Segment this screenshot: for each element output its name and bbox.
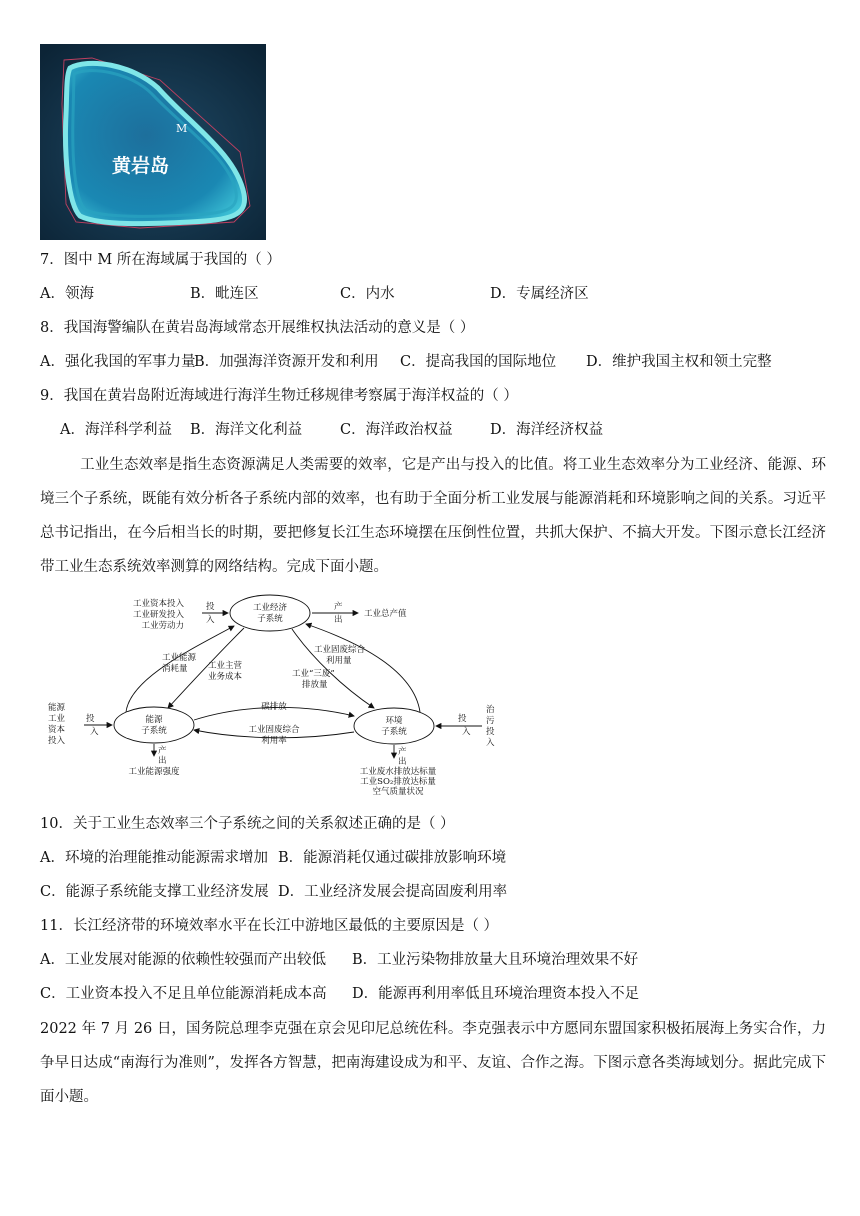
energy-input-1: 能源 <box>48 703 66 713</box>
q8-option-d: D．维护我国主权和领土完整 <box>586 354 772 370</box>
edge-env-energy-label-1: 工业固废综合 <box>248 725 300 735</box>
edge-econ-env-label-1: 工业“三废” <box>292 669 335 679</box>
energy-input-4: 投入 <box>48 736 66 746</box>
node-energy-label-1: 能源 <box>145 715 163 725</box>
env-input-2: 污 <box>486 716 495 726</box>
env-output-2: 工业SO₂排放达标量 <box>360 777 436 787</box>
energy-input-label-1: 投 <box>86 714 95 724</box>
q7-option-b: B．毗连区 <box>190 286 259 302</box>
edge-energy-econ-label-1: 工业能源 <box>162 653 197 663</box>
q11-option-b: B．工业污染物排放量大且环境治理效果不好 <box>352 952 639 968</box>
q8-option-a: A．强化我国的军事力量 <box>40 354 196 370</box>
q8-option-c: C．提高我国的国际地位 <box>400 354 557 370</box>
env-input-4: 入 <box>486 738 495 748</box>
edge-energy-env-label: 碳排放 <box>261 702 287 712</box>
energy-input-3: 资本 <box>48 725 66 735</box>
q9-option-c: C．海洋政治权益 <box>340 422 453 438</box>
node-environment-label-2: 子系统 <box>381 727 407 737</box>
energy-output-label-2: 出 <box>158 756 167 766</box>
energy-input-label-2: 入 <box>90 727 99 737</box>
econ-output-label-2: 出 <box>334 615 343 625</box>
q11-option-d: D．能源再利用率低且环境治理资本投入不足 <box>352 986 640 1002</box>
edge-energy-econ-label-2: 消耗量 <box>162 664 188 674</box>
edge-econ-energy-label-1: 工业主营 <box>208 661 243 671</box>
q10-option-d: D．工业经济发展会提高固废利用率 <box>278 884 508 900</box>
node-energy <box>114 707 194 743</box>
point-m-label: M <box>176 122 188 135</box>
q10-option-a: A．环境的治理能推动能源需求增加 <box>40 850 268 866</box>
question-11-stem: 11．长江经济带的环境效率水平在长江中游地区最低的主要原因是（ ） <box>40 918 499 934</box>
q9-option-d: D．海洋经济权益 <box>490 422 604 438</box>
env-output-3: 空气质量状况 <box>372 787 424 797</box>
q7-option-a: A．领海 <box>40 286 94 302</box>
node-industrial-economy <box>230 595 310 631</box>
env-output-1: 工业废水排放达标量 <box>359 767 437 777</box>
q10-option-c: C．能源子系统能支撑工业经济发展 <box>40 884 269 900</box>
edge-env-econ-label-2: 利用量 <box>326 656 352 666</box>
huangyan-island-image <box>40 44 266 240</box>
econ-output: 工业总产值 <box>364 609 407 619</box>
question-7-stem: 7．图中 M 所在海域属于我国的（ ） <box>40 252 281 268</box>
env-input-label-1: 投 <box>458 714 467 724</box>
q10-option-b: B．能源消耗仅通过碳排放影响环境 <box>278 850 507 866</box>
edge-econ-env-label-2: 排放量 <box>302 680 328 690</box>
passage-south-china-sea: 2022 年 7 月 26 日，国务院总理李克强在京会见印尼总统佐科。李克强表示中方愿同东盟国家积极拓展海上务实合作，力争早日达成“南海行为准则”，发挥各方智慧，把南海建设成为和平、友谊、合作之海。下图示意各类海域划分。据此完成下面小题。 <box>40 1021 826 1105</box>
island-label: 黄岩岛 <box>112 155 170 177</box>
energy-output: 工业能源强度 <box>128 767 180 777</box>
node-environment-label-1: 环境 <box>385 716 403 726</box>
econ-input-3: 工业劳动力 <box>141 621 184 631</box>
econ-input-2: 工业研发投入 <box>132 610 184 620</box>
q11-option-c: C．工业资本投入不足且单位能源消耗成本高 <box>40 986 327 1002</box>
edge-env-econ-label-1: 工业固废综合 <box>314 645 366 655</box>
q11-option-a: A．工业发展对能源的依赖性较强而产出较低 <box>40 952 326 968</box>
node-economy-label-2: 子系统 <box>257 614 283 624</box>
energy-input-2: 工业 <box>48 714 66 724</box>
q9-option-a: A．海洋科学利益 <box>60 422 172 438</box>
edge-econ-energy-label-2: 业务成本 <box>208 672 243 682</box>
env-output-label-2: 出 <box>398 757 407 767</box>
econ-input-label-2: 入 <box>206 615 215 625</box>
econ-output-label-1: 产 <box>334 602 343 612</box>
node-energy-label-2: 子系统 <box>141 726 167 736</box>
q7-option-d: D．专属经济区 <box>490 286 589 302</box>
edge-env-energy-label-2: 利用率 <box>261 736 287 746</box>
eco-efficiency-network-diagram <box>44 588 514 798</box>
question-10-stem: 10．关于工业生态效率三个子系统之间的关系叙述正确的是（ ） <box>40 816 455 832</box>
node-economy-label-1: 工业经济 <box>252 603 288 613</box>
env-input-1: 治 <box>486 705 495 715</box>
econ-input-1: 工业资本投入 <box>132 599 184 609</box>
passage-industrial-eco-efficiency: 工业生态效率是指生态资源满足人类需要的效率，它是产出与投入的比值。将工业生态效率分为工业经济、能源、环境三个子系统，既能有效分析各子系统内部的效率，也有助于全面分析工业发展与能源消耗和环境影响之间的关系。习近平总书记指出，在今后相当长的时期，要把修复长江生态环境摆在压倒性位置，共抓大保护、不搞大开发。下图示意长江经济带工业生态系统效率测算的网络结构。完成下面小题。 <box>40 457 826 575</box>
env-input-3: 投 <box>486 727 495 737</box>
q7-option-c: C．内水 <box>340 286 395 302</box>
node-environment <box>354 708 434 744</box>
q9-option-b: B．海洋文化利益 <box>190 422 303 438</box>
econ-input-label-1: 投 <box>206 602 215 612</box>
env-input-label-2: 入 <box>462 727 471 737</box>
q8-option-b: B．加强海洋资源开发和利用 <box>194 354 379 370</box>
question-8-stem: 8．我国海警编队在黄岩岛海域常态开展维权执法活动的意义是（ ） <box>40 320 475 336</box>
energy-output-label-1: 产 <box>158 746 167 756</box>
question-9-stem: 9．我国在黄岩岛附近海域进行海洋生物迁移规律考察属于海洋权益的（ ） <box>40 388 518 404</box>
env-output-label-1: 产 <box>398 747 407 757</box>
